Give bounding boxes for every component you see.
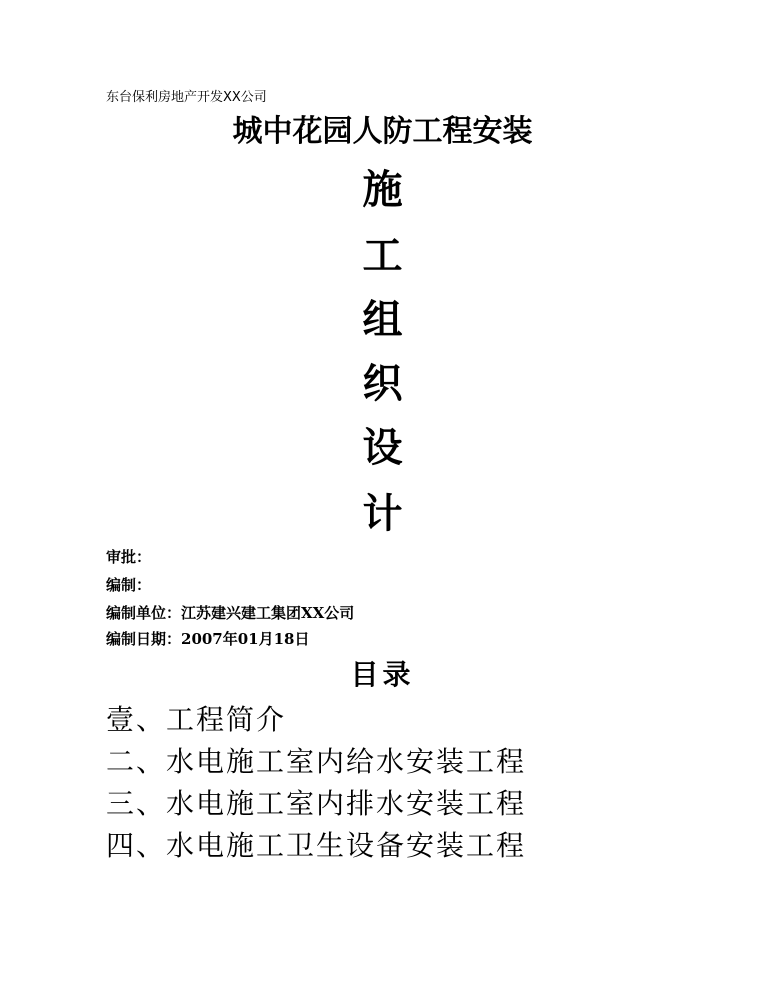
toc-item: 三、水电施工室内排水安装工程	[106, 787, 527, 820]
project-title: 城中花园人防工程安装	[232, 114, 533, 149]
subtitle-char-1: 施	[362, 166, 403, 213]
toc-item: 壹、工程简介	[106, 703, 287, 736]
subtitle-char-2: 工	[362, 232, 403, 279]
subtitle-char-5: 设	[362, 424, 403, 471]
compiling-unit: 编制单位：江苏建兴建工集团XX公司	[106, 604, 355, 622]
compiler-label: 编制：	[106, 576, 152, 594]
subtitle-char-3: 组	[362, 296, 403, 343]
company-header: 东台保利房地产开发XX公司	[106, 90, 267, 105]
approval-label: 审批：	[106, 548, 152, 566]
toc-item: 四、水电施工卫生设备安装工程	[106, 829, 527, 862]
toc-item: 二、水电施工室内给水安装工程	[106, 745, 527, 778]
compiling-date: 编制日期：2007年01月18日	[106, 630, 310, 648]
toc-heading: 目录	[350, 658, 415, 691]
subtitle-char-4: 织	[362, 360, 403, 407]
subtitle-char-6: 计	[362, 490, 403, 537]
